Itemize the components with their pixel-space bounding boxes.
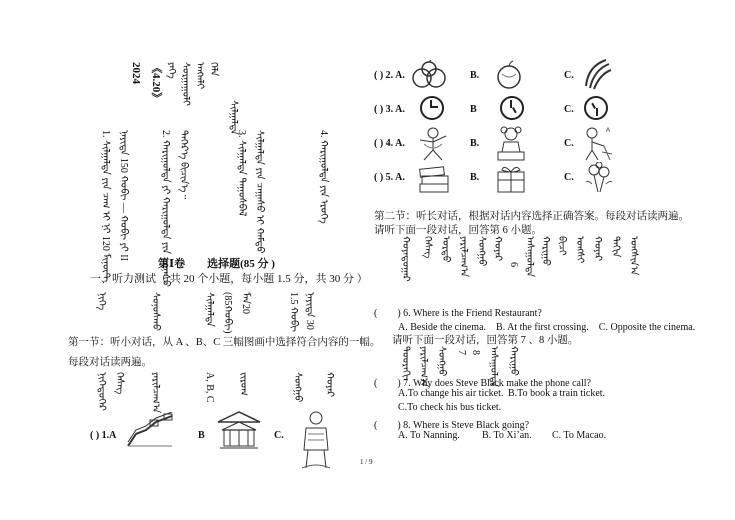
great-wall-icon xyxy=(126,412,176,448)
mongolian-part2-col: ᠪᠢᠴᠢ xyxy=(556,236,567,256)
question-8-option-a: A. To Nanning. xyxy=(398,430,460,441)
dancer-icon xyxy=(416,126,450,162)
apples-icon xyxy=(494,60,524,90)
terracotta-warrior-icon xyxy=(298,410,334,470)
question-1-number: ( ) 1.A xyxy=(90,430,117,441)
mongolian-part2-col: ᠶᠠᠷᠢᠯᠴᠠᠭ᠎ᠠ xyxy=(458,236,469,278)
mongolian-part2-col: ᠳᠠᠬᠢᠨ xyxy=(610,236,621,258)
mongolian-note-col: ᠨᠡᠶᠢᠲᠡ 150 ᠬᠤᠪᠢ — ᠬᠤᠪᠢ ᠶᠢ II xyxy=(118,130,129,261)
mongolian-note-col: 3. ᠰᠢᠯᠭᠠᠯᠲᠠ ᠳᠠᠭᠤᠰᠪᠠᠯ xyxy=(236,130,247,217)
mongolian-part2-col: ᠬᠣᠶᠠᠳᠤᠭᠠᠷ xyxy=(400,236,411,282)
mongolian-part1-col: A, B, C xyxy=(204,372,215,403)
mongolian-q78-col: ᠶᠠᠷᠢᠯᠴᠠᠭ᠎ᠠ xyxy=(418,346,429,388)
mongolian-q78-col: ᠬᠠᠷᠢᠭᠤ xyxy=(508,346,519,376)
mongolian-part1-col: ᠨᠢᠭᠡᠳᠦᠭᠡᠷ xyxy=(96,372,107,411)
volume-title: 第Ⅰ卷 选择题(85 分 ) xyxy=(158,258,275,270)
part2-instruction: 第二节：听长对话，根据对话内容选择正确答案。每段对话读两遍。 xyxy=(374,211,689,222)
right-page xyxy=(360,0,735,520)
question-6-options: A. Beside the cinema. B. At the first crossing. C. Opposite the cinema. xyxy=(398,322,696,333)
part2-q6-intro: 请听下面一段对话，回答第 6 小题。 xyxy=(374,225,542,236)
mongolian-q78-col: 8 xyxy=(470,350,481,355)
part2-q78-intro: 请听下面一段对话，回答第 7 、8 小题。 xyxy=(392,335,579,346)
question-7-text: ( ) 7. Why does Steve Black make the phone call? xyxy=(374,378,591,389)
question-3-option-b: B xyxy=(470,104,477,115)
mongolian-note-col: 2. ᠬᠠᠷᠢᠭᠤᠯᠲᠠ ᠶᠢ ᠬᠠᠷᠢᠭᠤᠯᠲᠠ ᠶᠢᠨ ᠴᠠᠭᠠᠰᠤ xyxy=(160,130,171,287)
books-icon xyxy=(416,164,452,194)
question-7-option-c: C.To check his bus ticket. xyxy=(398,402,502,413)
mongolian-part2-col: ᠤᠩᠰᠢᠨ᠎ᠠ xyxy=(628,236,639,276)
question-8-text: ( ) 8. Where is Steve Black going? xyxy=(374,420,530,431)
mongolian-note-col: ᠳᠡᠭᠡᠷ᠎ᠡ ᠪᠢᠴᠢᠨ᠎ᠡ᠃ xyxy=(178,130,189,200)
clock-icon xyxy=(420,96,444,120)
mongolian-part1-col: ᠶᠠᠷᠢᠯᠴᠠᠭ᠎ᠠ xyxy=(150,372,161,414)
question-1-option-c: C. xyxy=(274,430,284,441)
oranges-icon xyxy=(412,60,446,90)
part1-repeat: 每段对话读两遍。 xyxy=(68,357,152,368)
listening-heading: 一、听力测试（ 共 20 个小题，每小题 1.5 分，共 30 分 ） xyxy=(90,273,368,285)
question-4-number: ( ) 4. A. xyxy=(374,138,405,149)
question-6-text: ( ) 6. Where is the Friend Restaurant? xyxy=(374,308,542,319)
clock-icon xyxy=(500,96,524,120)
mongolian-section-col: ᠨᠡᠶᠢᠲᠡ 30 xyxy=(304,292,315,330)
mongolian-part1-col: ᠰᠣᠩᠭᠤ xyxy=(292,372,303,403)
question-7-option-b: B.To book a train ticket. xyxy=(508,388,606,399)
mongolian-part1-col: ᠬᠡᠰᠡᠭ xyxy=(114,372,125,395)
mongolian-title-col: ᠠᠩᠭ᠍ᠯᠢ xyxy=(194,62,205,90)
mongolian-part2-col: ᠬᠡᠰᠡᠭ xyxy=(422,236,433,259)
girl-at-desk-icon xyxy=(494,126,528,162)
gardener-icon xyxy=(580,126,614,162)
mongolian-title-col: ᠶᠡᠬᠡ xyxy=(166,62,177,79)
mongolian-part2-col: ᠬᠠᠷᠢᠭᠤ xyxy=(540,236,551,266)
mongolian-q78-col: 7 xyxy=(456,350,467,355)
mongolian-part2-col: 6 xyxy=(508,262,519,267)
mongolian-note-col: 4. ᠬᠠᠷᠢᠭᠤᠯᠲᠠ ᠶᠢᠨ ᠡᠷᠦᠬᠡ xyxy=(318,130,329,224)
mongolian-section-col: ᠮᠠᠨ20 xyxy=(240,292,251,315)
mongolian-part1-col: ᠬᠤᠶᠠᠷ xyxy=(324,372,335,398)
exam-code: 《4.20》 xyxy=(150,62,162,104)
mongolian-note-col: 1. ᠰᠢᠯᠭᠠᠯᠲᠠ ᠶᠢᠨ ᠴᠠᠭ ᠢ ᠨᠢ 120 ᠮᠢᠨᠦ᠋ᠲ xyxy=(100,130,111,283)
mongolian-q78-col: ᠠᠰᠠᠭᠤᠯᠲᠠ xyxy=(488,346,499,388)
temple-icon xyxy=(216,410,262,450)
mongolian-title-col: ᠬᠡᠯᠡ xyxy=(208,62,219,77)
mongolian-title-col: ᠰᠤᠷᠭᠠᠭᠤᠯᠢ xyxy=(180,62,191,106)
mongolian-part2-col: ᠠᠰᠠᠭᠤᠯᠲᠠ xyxy=(524,236,535,278)
mongolian-note-col: ᠰᠢᠯᠭᠠᠯᠲᠠ ᠶᠢᠨ ᠴᠠᠭᠠᠰᠤ ᠢ ᠬᠠᠮᠲᠤ xyxy=(254,130,265,254)
mongolian-part2-col: ᠤᠩᠰᠢ xyxy=(574,236,585,264)
mongolian-section-col: ᠨᠢᠭᠡ xyxy=(96,292,107,311)
question-8-option-b: B. To Xi’an. xyxy=(482,430,532,441)
question-8-option-c: C. To Macao. xyxy=(552,430,607,441)
question-2-option-b: B. xyxy=(470,70,480,81)
clock-icon xyxy=(584,96,608,120)
question-5-option-c: C. xyxy=(564,172,574,183)
question-1-option-b: B xyxy=(198,430,205,441)
mongolian-section-col: (85ᠬᠤᠪᠢ) xyxy=(222,292,233,334)
question-2-number: ( ) 2. A. xyxy=(374,70,405,81)
part1-instruction: 第一节：听小对话，从 A 、B、C 三幅图画中选择符合内容的一幅。 xyxy=(68,337,381,348)
mongolian-part2-col: ᠰᠣᠩᠭᠤ xyxy=(476,236,487,267)
question-4-option-b: B. xyxy=(470,138,480,149)
flowers-icon xyxy=(584,162,614,194)
exam-year: 2024 xyxy=(130,62,142,84)
question-5-option-b: B. xyxy=(470,172,480,183)
mongolian-part2-col: ᠤᠷᠲᠤ xyxy=(440,236,451,263)
bananas-icon xyxy=(582,58,612,90)
mongolian-part2-col: ᠬᠤᠶᠠᠷ xyxy=(592,236,603,262)
question-2-option-c: C. xyxy=(564,70,574,81)
question-4-option-c: C. xyxy=(564,138,574,149)
question-3-option-c: C. xyxy=(564,104,574,115)
mongolian-part1-col: ᠵᠢᠷᠤᠭ xyxy=(238,372,249,396)
mongolian-q78-col: ᠰᠣᠩᠭᠤ xyxy=(436,346,447,377)
mongolian-section-col: 1.5 ᠬᠤᠪᠢ xyxy=(288,292,299,332)
mongolian-part2-col: ᠬᠤᠶᠠᠷ xyxy=(492,236,503,262)
mongolian-title-col: ᠰᠢᠯᠭᠠᠯᠲᠠ xyxy=(228,100,239,136)
mongolian-q78-col: ᠳᠣᠣᠷᠠᠬᠢ xyxy=(400,346,411,381)
mongolian-section-col: ᠰᠣᠨᠣᠰᠬᠤ xyxy=(150,292,161,331)
mongolian-section-col: ᠰᠢᠯᠭᠠᠯᠲᠠ xyxy=(204,292,215,328)
question-7-option-a: A.To change his air ticket. xyxy=(398,388,504,399)
question-5-number: ( ) 5. A. xyxy=(374,172,405,183)
question-3-number: ( ) 3. A. xyxy=(374,104,405,115)
gift-box-icon xyxy=(494,162,528,194)
page-number: 1 / 9 xyxy=(360,458,373,466)
